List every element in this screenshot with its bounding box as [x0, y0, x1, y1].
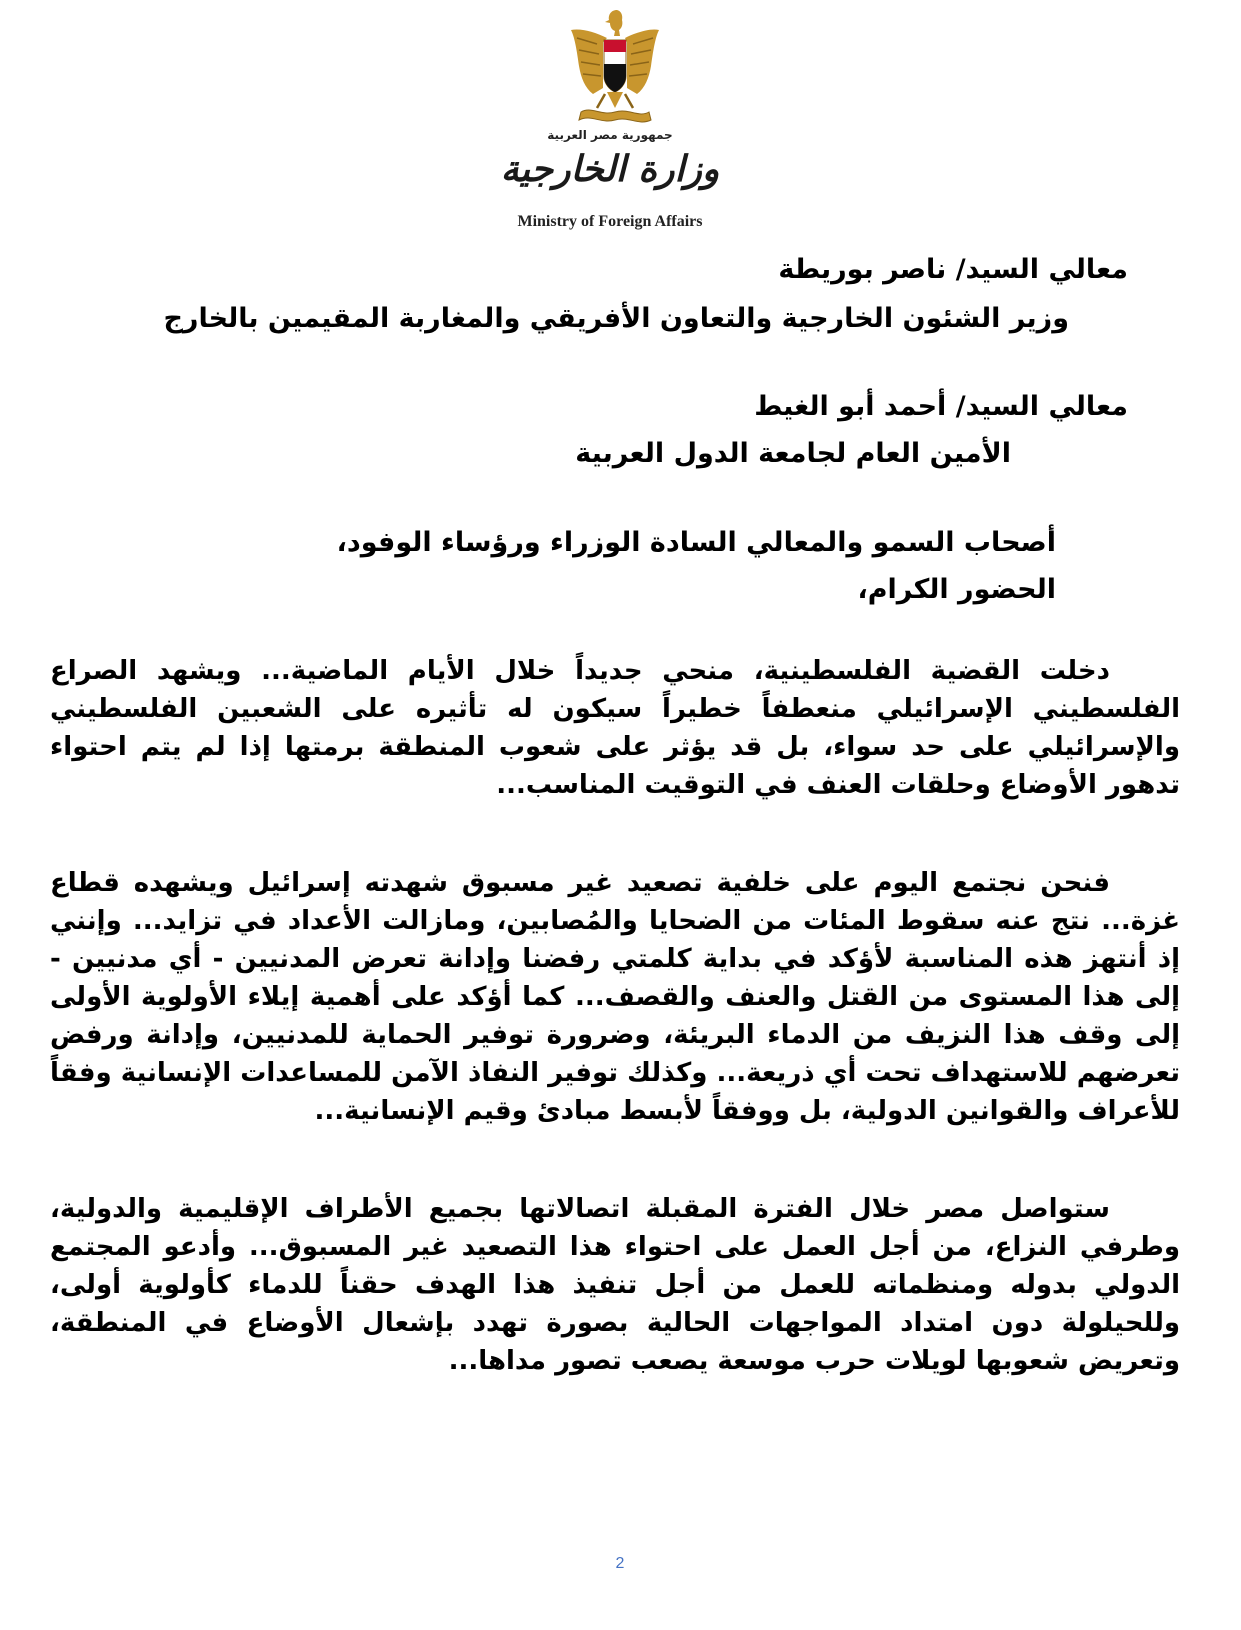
ministry-name-arabic: وزارة الخارجية: [500, 148, 720, 190]
paragraph-3: ستواصل مصر خلال الفترة المقبلة اتصالاتها بجميع الأطراف الإقليمية والدولية، وطرفي النزاع، من أجل العمل على احتواء هذا التصعيد غير المسبوق... وأدعو المجتمع الدولي بدوله ومنظماته للعمل من أجل تنفيذ هذا الهدف حقناً للدماء كأولوية أولى، وللحيلولة دون امتداد المواجهات الحالية بصورة تهدد بإشعال الأوضاع في المنطقة، وتعريض شعوبها لويلات حرب موسعة يصعب تصور مداها...: [50, 1194, 1180, 1376]
paragraph-1: دخلت القضية الفلسطينية، منحي جديداً خلال الأيام الماضية... ويشهد الصراع الفلسطيني الإسرائيلي منعطفاً خطيراً سيكون له تأثيره على الشعبين الفلسطيني والإسرائيلي على حد سواء، بل قد يؤثر على شعوب المنطقة برمتها إذا لم يتم احتواء تدهور الأوضاع وحلقات العنف في التوقيت المناسب...: [50, 656, 1180, 800]
addressee-2-title: الأمين العام لجامعة الدول العربية: [575, 438, 1011, 469]
letterhead: [470, 0, 750, 240]
addressee-1-title: وزير الشئون الخارجية والتعاون الأفريقي والمغاربة المقيمين بالخارج: [163, 303, 1069, 334]
addressee-2-name: معالي السيد/ أحمد أبو الغيط: [754, 391, 1128, 422]
republic-name: جمهورية مصر العربية: [547, 128, 673, 142]
ministry-name-english: Ministry of Foreign Affairs: [517, 213, 703, 230]
eagle-emblem-icon: [567, 8, 662, 128]
page-number: 2: [615, 1555, 625, 1572]
addressee-1-name: معالي السيد/ ناصر بوريطة: [778, 254, 1128, 285]
salutation-line-2: الحضور الكرام،: [857, 574, 1056, 605]
salutation-line-1: أصحاب السمو والمعالي السادة الوزراء ورؤساء الوفود،: [336, 527, 1056, 558]
paragraph-2: فنحن نجتمع اليوم على خلفية تصعيد غير مسبوق شهدته إسرائيل ويشهده قطاع غزة... نتج عنه سقوط المئات من الضحايا والمُصابين، ومازالت الأعداد في تزايد... وإنني إذ أنتهز هذه المناسبة لأؤكد في بداية كلمتي رفضنا وإدانة تعرض المدنيين - أي مدنيين - إلى هذا المستوى من القتل والعنف والقصف... كما أؤكد على أهمية إيلاء الأولوية الأولى إلى وقف هذا النزيف من الدماء البريئة، وضرورة توفير الحماية للمدنيين، وإدانة ورفض تعرضهم للاستهداف تحت أي ذريعة... وكذلك توفير النفاذ الآمن للمساعدات الإنسانية وفقاً للأعراف والقوانين الدولية، بل ووفقاً لأبسط مبادئ وقيم الإنسانية...: [50, 868, 1180, 1126]
